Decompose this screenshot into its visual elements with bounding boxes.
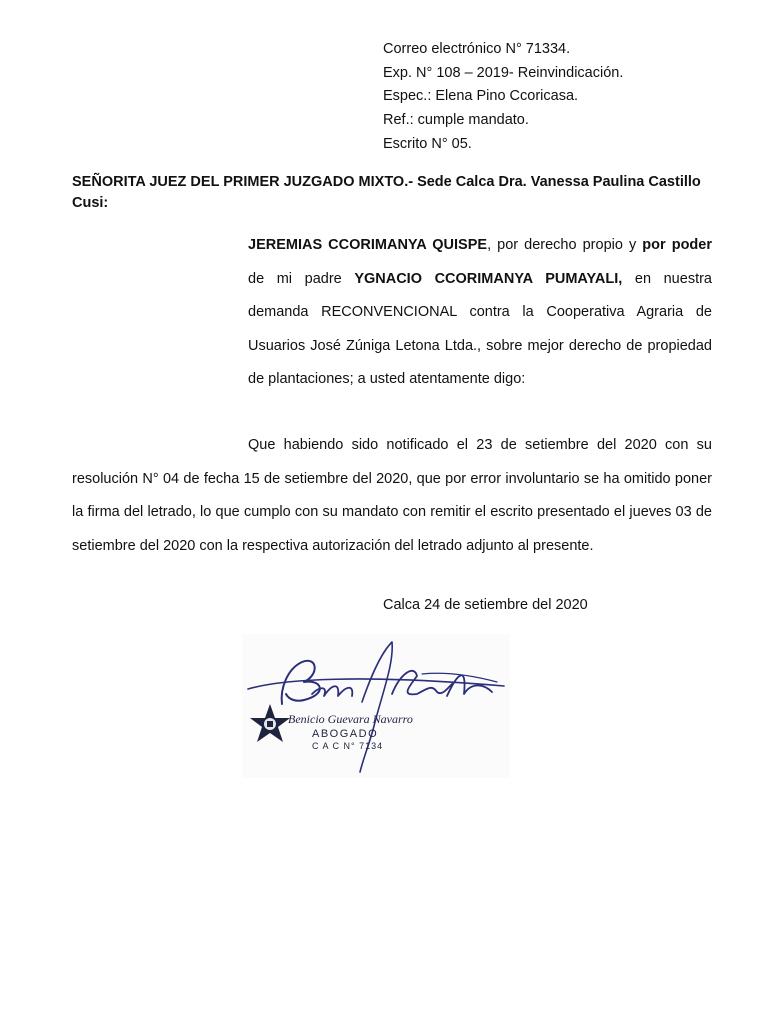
por-poder-text: por poder	[642, 237, 712, 253]
stamp-registry-number: C A C N° 7134	[312, 741, 384, 751]
escrito-reference: Escrito N° 05.	[383, 135, 472, 152]
intro-paragraph	[248, 229, 712, 397]
ref-reference: Ref.: cumple mandato.	[383, 112, 529, 129]
lawyer-signature-stamp	[242, 634, 510, 778]
expediente-reference: Exp. N° 108 – 2019- Reinvindicación.	[383, 64, 624, 81]
email-reference: Correo electrónico N° 71334.	[383, 41, 571, 57]
stamp-lawyer-title: ABOGADO	[312, 728, 379, 740]
petitioner-name: JEREMIAS CCORIMANYA QUISPE	[248, 237, 488, 253]
intro-text-2: de mi padre	[248, 270, 355, 287]
handwritten-signature	[248, 642, 504, 772]
intro-text-1: , por derecho propio y	[487, 237, 643, 253]
stamp-lawyer-name: Benicio Guevara Navarro	[288, 712, 413, 726]
signature-graphic	[242, 634, 510, 778]
addressee-heading: SEÑORITA JUEZ DEL PRIMER JUZGADO MIXTO.- Sede Calca Dra. Vanessa Paulina Castillo Cusi:	[72, 174, 701, 211]
intro-text-3: en nuestra demanda RECONVENCIONAL contra la Cooperativa Agraria de Usuarios José Zúniga Letona Ltda., sobre mejor derecho de propiedad de plantaciones; a usted atentamente digo:	[248, 270, 712, 387]
main-paragraph	[72, 429, 712, 563]
main-paragraph-text: Que habiendo sido notificado el 23 de setiembre del 2020 con su resolución N° 04 de fecha 15 de setiembre del 2020, que por error involuntario se ha omitido poner la firma del letrado, lo que cumplo con su mandato con remitir el escrito presentado el jueves 03 de setiembre del 2020 con la respectiva autorización del letrado adjunto al presente.	[72, 437, 712, 554]
father-name: YGNACIO CCORIMANYA PUMAYALI,	[354, 270, 623, 287]
bar-association-seal-icon	[250, 704, 290, 742]
case-reference-block	[383, 38, 623, 157]
especialista-reference: Espec.: Elena Pino Ccoricasa.	[383, 88, 579, 105]
place-date-line: Calca 24 de setiembre del 2020	[383, 597, 588, 613]
